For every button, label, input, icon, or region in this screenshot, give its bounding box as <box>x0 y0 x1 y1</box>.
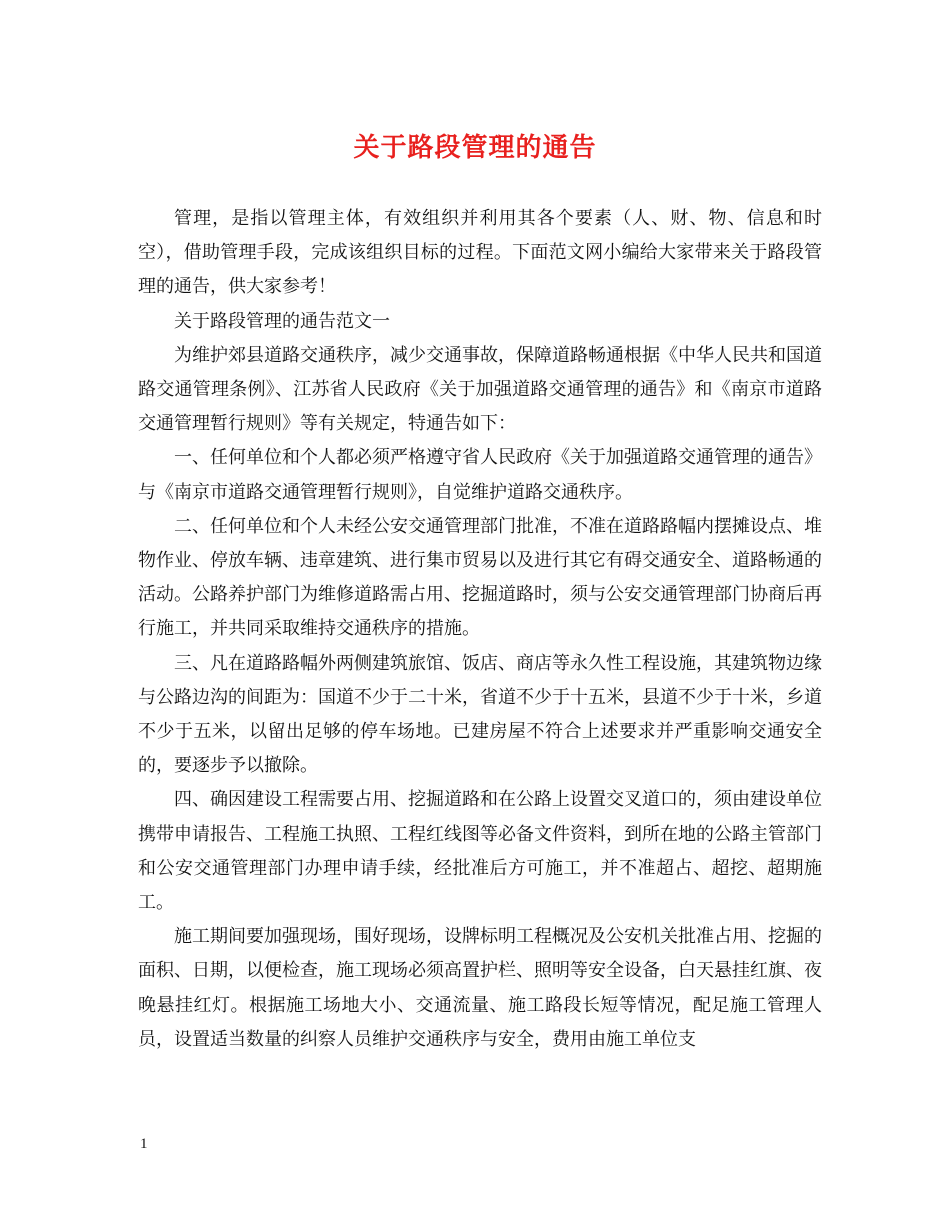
paragraph-subtitle: 关于路段管理的通告范文一 <box>174 310 390 332</box>
paragraph-item-2: 二、任何单位和个人未经公安交通管理部门批准，不准在道路路幅内摆摊设点、堆物作业、停放车辆、违章建筑、进行集市贸易以及进行其它有碍交通安全、道路畅通的活动。公路养护部门为维修道路需占用、挖掘道路时，须与公安交通管理部门协商后再行施工，并共同采取维持交通秩序的措施。 <box>138 515 822 640</box>
paragraph-intro: 管理，是指以管理主体，有效组织并利用其各个要素（人、财、物、信息和时空），借助管理手段，完成该组织目标的过程。下面范文网小编给大家带来关于路段管理的通告，供大家参考！ <box>138 208 822 298</box>
paragraph-construction: 施工期间要加强现场，围好现场，设牌标明工程概况及公安机关批准占用、挖掘的面积、日期，以便检查，施工现场必须高置护栏、照明等安全设备，白天悬挂红旗、夜晚悬挂红灯。根据施工场地大小、交通流量、施工路段长短等情况，配足施工管理人员，设置适当数量的纠察人员维护交通秩序与安全，费用由施工单位支 <box>138 926 822 1050</box>
page-title: 关于路段管理的通告 <box>353 133 597 163</box>
paragraph-preamble: 为维护郊县道路交通秩序，减少交通事故，保障道路畅通根据《中华人民共和国道路交通管理条例》、江苏省人民政府《关于加强道路交通管理的通告》和《南京市道路交通管理暂行规则》等有关规定，特通告如下： <box>138 344 822 435</box>
paragraph-item-4: 四、确因建设工程需要占用、挖掘道路和在公路上设置交叉道口的，须由建设单位携带申请报告、工程施工执照、工程红线图等必备文件资料，到所在地的公路主管部门和公安交通管理部门办理申请手续，经批准后方可施工，并不准超占、超挖、超期施工。 <box>138 789 822 914</box>
paragraph-item-1: 一、任何单位和个人都必须严格遵守省人民政府《关于加强道路交通管理的通告》与《南京市道路交通管理暂行规则》，自觉维护道路交通秩序。 <box>138 447 822 503</box>
page-number: 1 <box>140 1136 148 1152</box>
paragraph-item-3: 三、凡在道路路幅外两侧建筑旅馆、饭店、商店等永久性工程设施，其建筑物边缘与公路边沟的间距为：国道不少于二十米，省道不少于十五米，县道不少于十米，乡道不少于五米，以留出足够的停车场地。已建房屋不符合上述要求并严重影响交通安全的，要逐步予以撤除。 <box>138 652 822 777</box>
document-body <box>138 202 822 1057</box>
